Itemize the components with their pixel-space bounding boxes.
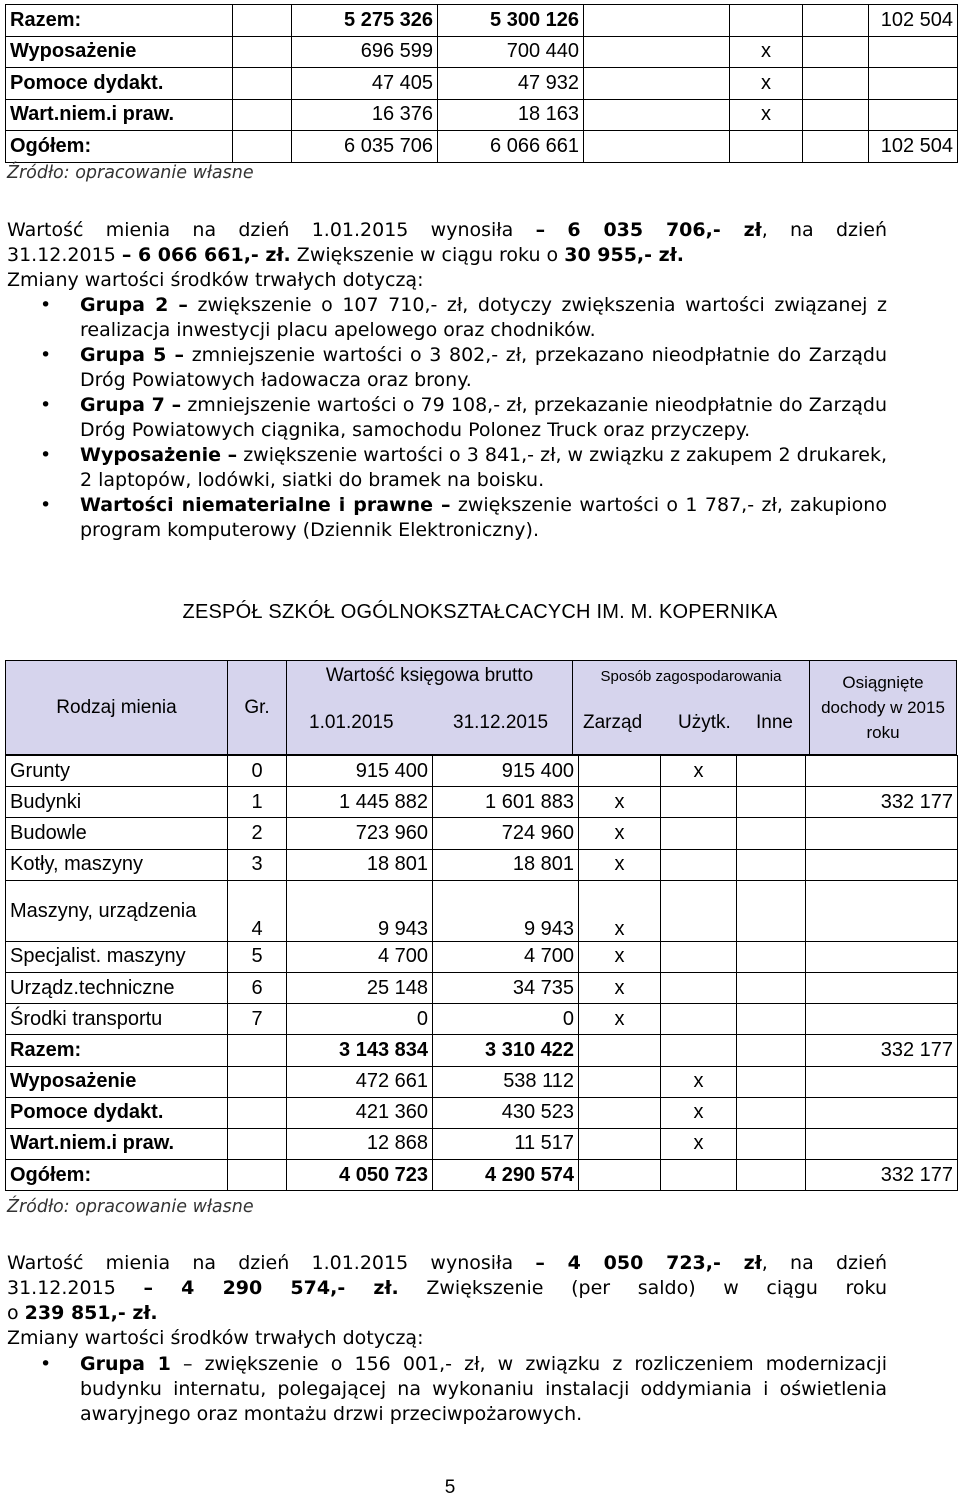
value-start: 47 405 xyxy=(292,68,438,100)
header-usage-columns xyxy=(572,691,810,755)
group-cell xyxy=(228,1128,287,1159)
changes2-list xyxy=(7,1352,887,1427)
value-start: 5 275 326 xyxy=(292,5,438,37)
zarzad-cell: x xyxy=(579,880,661,941)
dochody-cell xyxy=(869,68,958,100)
group-cell xyxy=(233,5,292,37)
dochody-cell: 102 504 xyxy=(869,5,958,37)
group-cell xyxy=(233,68,292,100)
zarzad-cell xyxy=(584,131,730,163)
zarzad-cell xyxy=(579,1035,661,1066)
header-inne: Inne xyxy=(756,712,793,733)
table2-row xyxy=(6,1097,958,1128)
uzytk-cell: x xyxy=(730,99,803,131)
list-item xyxy=(7,443,887,493)
dochody-cell xyxy=(806,1004,958,1035)
group-cell: 0 xyxy=(228,756,287,787)
value-end: 700 440 xyxy=(438,36,584,68)
list-item-title: Grupa 7 – xyxy=(80,394,182,416)
inne-cell xyxy=(737,1035,806,1066)
inne-cell xyxy=(737,880,806,941)
list-item xyxy=(7,1352,887,1427)
zarzad-cell xyxy=(579,1097,661,1128)
uzytk-cell: x xyxy=(730,36,803,68)
table2-row xyxy=(6,818,958,849)
value-end: 0 xyxy=(433,1004,579,1035)
uzytk-cell xyxy=(661,787,737,818)
value-start: 6 035 706 xyxy=(292,131,438,163)
group-cell: 7 xyxy=(228,1004,287,1035)
value-start: 421 360 xyxy=(287,1097,433,1128)
paragraph1-line1: Wartość mienia na dzień 1.01.2015 wynosiła – 6 035 706,- zł, na dzień xyxy=(7,219,887,241)
uzytk-cell xyxy=(661,972,737,1003)
row-label: Pomoce dydakt. xyxy=(6,1097,228,1128)
value-start: 723 960 xyxy=(287,818,433,849)
inne-cell xyxy=(803,68,869,100)
dochody-cell xyxy=(806,849,958,880)
dochody-cell xyxy=(806,756,958,787)
zarzad-cell xyxy=(579,1128,661,1159)
row-label: Pomoce dydakt. xyxy=(6,68,233,100)
zarzad-cell xyxy=(579,756,661,787)
value-end: 4 290 574 xyxy=(433,1160,579,1191)
dochody-cell xyxy=(806,880,958,941)
inne-cell xyxy=(737,1004,806,1035)
list-item xyxy=(7,343,887,393)
dochody-cell xyxy=(806,972,958,1003)
list-item xyxy=(7,493,887,543)
dochody-cell xyxy=(806,1066,958,1097)
group-cell: 4 xyxy=(228,880,287,941)
table2-row xyxy=(6,880,958,941)
row-label: Grunty xyxy=(6,756,228,787)
value-start: 18 801 xyxy=(287,849,433,880)
header-dates xyxy=(286,691,573,755)
group-cell xyxy=(233,131,292,163)
value-end: 18 163 xyxy=(438,99,584,131)
dochody-cell xyxy=(869,99,958,131)
value-start: 472 661 xyxy=(287,1066,433,1097)
inne-cell xyxy=(803,5,869,37)
value-end: 6 066 661 xyxy=(438,131,584,163)
row-label: Maszyny, urządzenia xyxy=(6,880,228,941)
value-start: 9 943 xyxy=(287,880,433,941)
table2-row xyxy=(6,941,958,972)
table1-source-note: Źródło: opracowanie własne xyxy=(7,163,254,183)
zarzad-cell xyxy=(584,36,730,68)
table1-row xyxy=(6,68,958,100)
list-item xyxy=(7,293,887,343)
zarzad-cell xyxy=(579,1160,661,1191)
inne-cell xyxy=(803,36,869,68)
uzytk-cell xyxy=(661,1004,737,1035)
table2-row xyxy=(6,1160,958,1191)
uzytk-cell: x xyxy=(730,68,803,100)
value-end: 34 735 xyxy=(433,972,579,1003)
inne-cell xyxy=(737,849,806,880)
value-start: 696 599 xyxy=(292,36,438,68)
zarzad-cell xyxy=(579,1066,661,1097)
inne-cell xyxy=(803,99,869,131)
uzytk-cell: x xyxy=(661,1066,737,1097)
changes1-intro: Zmiany wartości środków trwałych dotyczą: xyxy=(7,269,424,291)
group-cell xyxy=(228,1035,287,1066)
list-item-text: zwiększenie o 107 710,- zł, dotyczy zwiększenia wartości związanej z realizacja inwestycji placu apelowego oraz chodników. xyxy=(80,294,887,341)
uzytk-cell xyxy=(661,880,737,941)
inne-cell xyxy=(737,1128,806,1159)
row-label: Wart.niem.i praw. xyxy=(6,1128,228,1159)
table2-row xyxy=(6,1128,958,1159)
table2-source-note: Źródło: opracowanie własne xyxy=(7,1197,254,1217)
table1-row xyxy=(6,36,958,68)
inne-cell xyxy=(737,756,806,787)
inne-cell xyxy=(737,787,806,818)
list-item xyxy=(7,393,887,443)
zarzad-cell: x xyxy=(579,941,661,972)
value-start: 915 400 xyxy=(287,756,433,787)
dochody-cell: 332 177 xyxy=(806,787,958,818)
value-end: 18 801 xyxy=(433,849,579,880)
header-wartosc-ksiegowa: Wartość księgowa brutto xyxy=(286,660,573,692)
value-end: 3 310 422 xyxy=(433,1035,579,1066)
header-sposob-zagospodarowania: Sposób zagospodarowania xyxy=(572,660,810,692)
header-date-end: 31.12.2015 xyxy=(453,712,549,733)
uzytk-cell xyxy=(730,5,803,37)
table2-row xyxy=(6,849,958,880)
zarzad-cell: x xyxy=(579,972,661,1003)
value-end: 4 700 xyxy=(433,941,579,972)
assets-table-2 xyxy=(5,755,958,1191)
inne-cell xyxy=(737,818,806,849)
row-label: Ogółem: xyxy=(6,131,233,163)
value-start: 12 868 xyxy=(287,1128,433,1159)
uzytk-cell xyxy=(661,941,737,972)
value-start: 25 148 xyxy=(287,972,433,1003)
value-start: 1 445 882 xyxy=(287,787,433,818)
inne-cell xyxy=(737,972,806,1003)
table1-row xyxy=(6,99,958,131)
group-cell: 5 xyxy=(228,941,287,972)
inne-cell xyxy=(737,1160,806,1191)
table2-row xyxy=(6,1004,958,1035)
changes2-intro: Zmiany wartości środków trwałych dotyczą: xyxy=(7,1327,424,1349)
dochody-cell xyxy=(806,1097,958,1128)
value-start: 16 376 xyxy=(292,99,438,131)
zarzad-cell xyxy=(584,99,730,131)
uzytk-cell: x xyxy=(661,756,737,787)
value-start: 4 700 xyxy=(287,941,433,972)
zarzad-cell: x xyxy=(579,849,661,880)
dochody-cell xyxy=(806,818,958,849)
page-number: 5 xyxy=(444,1477,456,1498)
group-cell xyxy=(228,1066,287,1097)
uzytk-cell xyxy=(661,1160,737,1191)
value-end: 5 300 126 xyxy=(438,5,584,37)
value-end: 9 943 xyxy=(433,880,579,941)
row-label: Ogółem: xyxy=(6,1160,228,1191)
table2-row xyxy=(6,972,958,1003)
row-label: Wart.niem.i praw. xyxy=(6,99,233,131)
value-end: 1 601 883 xyxy=(433,787,579,818)
group-cell xyxy=(228,1160,287,1191)
zarzad-cell xyxy=(584,5,730,37)
dochody-cell xyxy=(869,36,958,68)
row-label: Wyposażenie xyxy=(6,1066,228,1097)
inne-cell xyxy=(737,1097,806,1128)
row-label: Razem: xyxy=(6,5,233,37)
value-start: 4 050 723 xyxy=(287,1160,433,1191)
row-label: Specjalist. maszyny xyxy=(6,941,228,972)
header-rodzaj-mienia: Rodzaj mienia xyxy=(5,660,228,755)
list-item-text: zmniejszenie wartości o 3 802,- zł, przekazano nieodpłatnie do Zarządu Dróg Powiatowych ładowacza oraz brony. xyxy=(80,344,887,391)
zarzad-cell: x xyxy=(579,787,661,818)
zarzad-cell xyxy=(584,68,730,100)
list-item-title: Wartości niematerialne i prawne – xyxy=(80,494,451,516)
dochody-cell: 102 504 xyxy=(869,131,958,163)
uzytk-cell: x xyxy=(661,1097,737,1128)
table2-row xyxy=(6,756,958,787)
table1-row xyxy=(6,5,958,37)
header-uzytk: Użytk. xyxy=(678,712,731,733)
inne-cell xyxy=(737,1066,806,1097)
value-end: 724 960 xyxy=(433,818,579,849)
group-cell xyxy=(233,99,292,131)
header-date-start: 1.01.2015 xyxy=(309,712,394,733)
value-start: 0 xyxy=(287,1004,433,1035)
group-cell: 1 xyxy=(228,787,287,818)
inne-cell xyxy=(803,131,869,163)
table2-row xyxy=(6,1066,958,1097)
school-heading: ZESPÓŁ SZKÓŁ OGÓLNOKSZTAŁCACYCH IM. M. KOPERNIKA xyxy=(182,601,778,623)
paragraph2-line3: o 239 851,- zł. xyxy=(7,1302,158,1324)
header-zarzad: Zarząd xyxy=(583,712,643,733)
header-dochody: Osiągnięte dochody w 2015 roku xyxy=(809,660,957,755)
dochody-cell xyxy=(806,1128,958,1159)
group-cell: 6 xyxy=(228,972,287,1003)
list-item-title: Grupa 2 – xyxy=(80,294,188,316)
list-item-title: Grupa 1 xyxy=(80,1353,171,1375)
row-label: Wyposażenie xyxy=(6,36,233,68)
changes1-list xyxy=(7,293,887,543)
uzytk-cell xyxy=(661,849,737,880)
value-end: 430 523 xyxy=(433,1097,579,1128)
dochody-cell xyxy=(806,941,958,972)
value-end: 915 400 xyxy=(433,756,579,787)
value-end: 47 932 xyxy=(438,68,584,100)
group-cell xyxy=(233,36,292,68)
uzytk-cell: x xyxy=(661,1128,737,1159)
zarzad-cell: x xyxy=(579,1004,661,1035)
uzytk-cell xyxy=(730,131,803,163)
assets-table-1 xyxy=(5,4,958,163)
uzytk-cell xyxy=(661,818,737,849)
list-item-title: Grupa 5 – xyxy=(80,344,185,366)
value-end: 538 112 xyxy=(433,1066,579,1097)
group-cell xyxy=(228,1097,287,1128)
value-start: 3 143 834 xyxy=(287,1035,433,1066)
row-label: Kotły, maszyny xyxy=(6,849,228,880)
paragraph1-line2: 31.12.2015 – 6 066 661,- zł. Zwiększenie w ciągu roku o 30 955,- zł. xyxy=(7,244,684,266)
list-item-text: zwiększenie wartości o 3 841,- zł, w związku z zakupem 2 drukarek, 2 laptopów, lodówki, siatki do bramek na boisku. xyxy=(80,444,887,491)
row-label: Budynki xyxy=(6,787,228,818)
list-item-text: zmniejszenie wartości o 79 108,- zł, przekazanie nieodpłatnie do Zarządu Dróg Powiatowych ciągnika, samochodu Polonez Truck oraz przyczepy. xyxy=(80,394,887,441)
table2-header xyxy=(5,660,957,755)
list-item-text: – zwiększenie o 156 001,- zł, w związku z rozliczeniem modernizacji budynku internatu, polegającej na wykonaniu instalacji oddymiania i oświetlenia awaryjnego oraz montażu drzwi przeciwpożarowych. xyxy=(80,1353,887,1425)
group-cell: 3 xyxy=(228,849,287,880)
dochody-cell: 332 177 xyxy=(806,1035,958,1066)
row-label: Budowle xyxy=(6,818,228,849)
list-item-title: Wyposażenie – xyxy=(80,444,238,466)
zarzad-cell: x xyxy=(579,818,661,849)
uzytk-cell xyxy=(661,1035,737,1066)
value-end: 11 517 xyxy=(433,1128,579,1159)
table2-row xyxy=(6,787,958,818)
row-label: Razem: xyxy=(6,1035,228,1066)
paragraph2-line1: Wartość mienia na dzień 1.01.2015 wynosiła – 4 050 723,- zł, na dzień xyxy=(7,1252,887,1274)
group-cell: 2 xyxy=(228,818,287,849)
header-grupa: Gr. xyxy=(227,660,287,755)
table1-row xyxy=(6,131,958,163)
inne-cell xyxy=(737,941,806,972)
list-item-text: zwiększenie wartości o 1 787,- zł, zakupiono program komputerowy (Dziennik Elektroniczny). xyxy=(80,494,887,541)
row-label: Urządz.techniczne xyxy=(6,972,228,1003)
row-label: Środki transportu xyxy=(6,1004,228,1035)
dochody-cell: 332 177 xyxy=(806,1160,958,1191)
table2-row xyxy=(6,1035,958,1066)
paragraph2-line2: 31.12.2015 – 4 290 574,- zł. Zwiększenie (per saldo) w ciągu roku xyxy=(7,1277,887,1299)
